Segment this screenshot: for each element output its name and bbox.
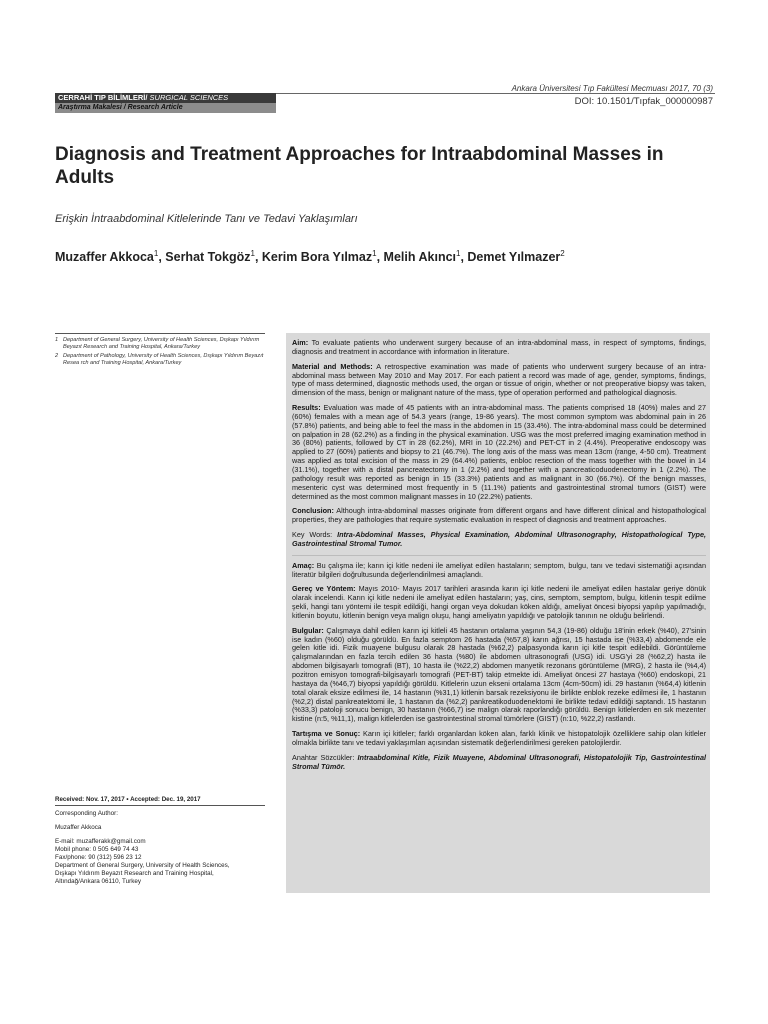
- corr-label: Corresponding Author:: [55, 810, 119, 817]
- author-affil-mark: 1: [372, 249, 377, 258]
- corr-email[interactable]: E-mail: muzafferakk@gmail.com: [55, 838, 146, 845]
- keywords-label: Anahtar Sözcükler:: [292, 752, 358, 762]
- abstract-text: A retrospective examination was made of patients who underwent surgery because of an intra-abdominal mass between May 2010 and May 2017. For each patient a record was made of age, gender, symptoms, findings, type of mass determined, diagnostic methods used, the organ or tissue of origin, whether or not preoperative biopsy was taken, dimension of the mass, benign or malignant nature of the mass, type of operation performed and pathological diagnosis.: [292, 361, 706, 398]
- author: Demet Yılmazer: [467, 250, 561, 265]
- corr-address: Dışkapı Yıldırım Beyazıt Research and Training Hospital,: [55, 870, 214, 877]
- author-affil-mark: 1: [250, 249, 255, 258]
- abstract-text: Mayıs 2010- Mayıs 2017 tarihleri arasında karın içi kitle nedeni ile ameliyat edilen hastalar geriye dönük olarak incelendi. Karın içi kitle nedeni ile ameliyat edilen hastaların; yaş, cins, semptom, semptom, bulgu, kitlenin tespit edilme şekli, hangi tanı yöntemi ile tespit edildiği, hangi organ veya dokudan köken aldığı, ameliyat öncesi biyopsi yapılıp yapılmadığı, kitlenin boyutu, kitlenin benign veya malign oluşu, hangi ameliyatın yapıldığı ve patolojik tanının ne olduğu belirlendi.: [292, 584, 706, 620]
- affiliation: [55, 353, 265, 367]
- ozet-amac: [292, 562, 706, 580]
- corr-address: Altındağ/Ankara 06110, Turkey: [55, 878, 141, 885]
- abstract-label: Tartışma ve Sonuç:: [292, 729, 361, 739]
- abstract-divider: [292, 555, 706, 556]
- author: Muzaffer Akkoca: [55, 250, 154, 265]
- abstract-text: Çalışmaya dahil edilen karın içi kitleli 45 hastanın ortalama yaşının 54,3 (19-86) olduğu 18'inin erkek (%40), 27'sinin ise kadın (%60) olduğu görüldü. En fazla semptom 26 hastada (%57,8) karın ağrısı, 15 hastada ise (%33,4) abdomende ele gelen kitle idi. Fizik muayene bulgusu olarak 28 hastada (%62,2) palpasyonda karın içi kitle tespit edilebildi. Görüntüleme çalışmalarından en fazla tercih edilen 36 hasta (%80) ile abdomen ultrasonografi (USG) idi. USG'yi 28 (%62,2) hasta ile abdomen bilgisayarlı tomografi (BT), 10 hasta ile (%22,2) abdomen manyetik rezonans görüntüleme (MRG), 2 hasta ile (%4,4) pozitron emisyon tomografi-bilgisayarlı tomografi (PET-BT) takip etmekte idi. Ameliyat öncesi 27 hastaya (%60) endoskopi, 21 hastaya da (%46,7) biyopsi yapıldığı görüldü. Kitlelerin uzun ekseni ortalama 13cm (4cm-50cm) idi. 29 hastanın (%64,4) kitlenin total olarak eksize edilmesi ile, 14 hastanın (%31,1) kitlenin barsak rezeksiyonu ile birlikte enblok rezeke edilmesi ile, 1 hastanın (%2,2) distal pankreatektomi ile, 1 hastanın da (%2,2) pankreatikoduodenektomi ile birlikte tedavi edildiği saptandı. 15 hastanın (%33,3) patoloji sonucu benign, 30 hastanın (%66,7) ise malign olarak raporlandığı görüldü. Benign kitlelerden en sık mezenter kistine (n:5, %11,1), malign kitlelerden ise gastrointestinal stromal tümörlere (GIST) (n:10, %22,2) rastlandı.: [292, 625, 706, 724]
- ozet-keywords: [292, 754, 706, 772]
- abstract-box: [286, 333, 710, 893]
- abstract-label: Material and Methods:: [292, 361, 373, 371]
- ozet-bulgular: [292, 627, 706, 724]
- affiliation-number: 1: [55, 337, 59, 343]
- abstract-text: To evaluate patients who underwent surgery because of an intra-abdominal mass, in respect of symptoms, findings, diagnosis and treatment in accordance with information in literature.: [292, 338, 706, 356]
- corr-mobile: Mobil phone: 0 505 649 74 43: [55, 846, 139, 853]
- abstract-conclusion: [292, 507, 706, 525]
- abstract-label: Bulgular:: [292, 625, 324, 635]
- author-list: [55, 249, 735, 264]
- journal-citation: Ankara Üniversitesi Tıp Fakültesi Mecmuası 2017, 70 (3): [511, 84, 713, 93]
- affiliation-number: 2: [55, 353, 59, 359]
- affiliation-text: Department of General Surgery, University of Health Sciences, Dışkapı Yıldırım Beyazıt Research and Training Hospital, Ankara/Turkey: [63, 337, 260, 350]
- corr-address: Department of General Surgery, University of Health Sciences,: [55, 862, 230, 869]
- doi: DOI: 10.1501/Tıpfak_000000987: [574, 96, 713, 107]
- keywords-text: Intra-Abdominal Masses, Physical Examination, Abdominal Ultrasonography, Histopathological Type, Gastrointestinal Stromal Tumor.: [292, 530, 706, 548]
- abstract-label: Aim:: [292, 338, 309, 347]
- ozet-yontem: [292, 585, 706, 620]
- abstract-text: Karın içi kitleler; farklı organlardan köken alan, farklı klinik ve histopatolojik özelliklere sahip olan kitleler olmakla birlikte tanı ve tedavi yaklaşımları açısından sistematik değerlendirilmesi gereken patolojilerdir.: [292, 729, 706, 747]
- corr-fax: Fax/phone: 90 (312) 596 23 12: [55, 854, 142, 861]
- author-affil-mark: 1: [456, 249, 461, 258]
- abstract-text: Evaluation was made of 45 patients with an intra-abdominal mass. The patients comprised 18 (40%) males and 27 (60%) females with a mean age of 54.3 years (range, 19-86 years). The most common symptom was abdominal pain in 26 (57.8%) patients, and being able to feel the mass in the abdomen in 15 (33.4%). The intra-abdominal mass could be determined on palpation in 28 (62.2%) as a finding in the physical examination. USG was the most preferred imaging examination method in 36 (80%) patients, followed by CT in 28 (62.2%), MRI in 10 (22.2%) and PET-CT in 2 (4.4%). Preoperative endoscopy was applied to 27 (60%) patients and biopsy to 21 (46.7%). The long axis of the mass was mean 13cm (range, 4-50 cm). Treatment was applied as total excision of the mass in 29 (64.4%) patients, enbloc resection of the mass together with the bowel in 14 (31.1%), together with a distal pancreatectomy in 1 (2.2%) and together with a pancreaticoduodenectomy in 1 (2.2%). The pathology result was reported as benign in 15 (33.3%) patients and as malignant in 30 (66.7%). Of the benign masses, mesenteric cyst was determined most frequently in 5 (11.1%) patients and gastrointestinal stromal tumors (GIST) were determined as the most common malignant masses in 10 (22.2%) patients.: [292, 403, 706, 501]
- author-separator: ,: [158, 250, 166, 265]
- author-affil-mark: 1: [153, 249, 159, 258]
- section-label-en: SURGICAL SCIENCES: [147, 93, 229, 102]
- abstract-label: Results:: [292, 403, 321, 413]
- abstract-results: [292, 404, 706, 501]
- affiliations: [55, 333, 265, 369]
- paper-subtitle: Erişkin İntraabdominal Kitlelerinde Tanı ve Tedavi Yaklaşımları: [55, 213, 358, 225]
- author: Kerim Bora Yılmaz: [261, 250, 373, 265]
- keywords-text: Intraabdominal Kitle, Fizik Muayene, Abdominal Ultrasonografi, Histopatolojik Tip, Gastrointestinal Stromal Tümör.: [292, 752, 706, 771]
- abstract-text: Although intra-abdominal masses originate from different organs and have different clinical and histopathological properties, they are pathologies that require systematic evaluation in respect of diagnosis and treatment approaches.: [292, 506, 706, 525]
- abstract-label: Conclusion:: [292, 506, 334, 516]
- author-separator: ,: [376, 250, 384, 265]
- abstract-aim: [292, 339, 706, 357]
- author: Serhat Tokgöz: [165, 250, 251, 265]
- article-type: Araştırma Makalesi / Research Article: [55, 103, 276, 113]
- abstract-keywords: [292, 531, 706, 549]
- ozet-sonuc: [292, 730, 706, 748]
- affiliation: [55, 337, 265, 351]
- abstract-text: Bu çalışma ile; karın içi kitle nedeni ile ameliyat edilen hastaların; semptom, bulgu, tanı ve tedavi sistematiği açısından literatür bilgileri doğrultusunda değerlendirilmesi amaçlandı.: [292, 560, 706, 579]
- corr-name: Muzaffer Akkoca: [55, 824, 102, 831]
- paper-title: Diagnosis and Treatment Approaches for Intraabdominal Masses in Adults: [55, 144, 664, 188]
- section-label: CERRAHİ TIP BİLİMLERİ/: [58, 93, 148, 102]
- abstract-label: Amaç:: [292, 560, 315, 570]
- abstract-label: Gereç ve Yöntem:: [292, 584, 356, 594]
- received-dates: Received: Nov. 17, 2017 • Accepted: Dec. 19, 2017: [55, 796, 265, 806]
- section-banner: [55, 93, 276, 103]
- author-affil-mark: 2: [560, 249, 565, 258]
- author-separator: ,: [460, 250, 468, 265]
- corresponding-author: [55, 810, 265, 886]
- abstract-methods: [292, 363, 706, 398]
- keywords-label: Key Words:: [292, 530, 338, 540]
- affiliation-text: Department of Pathology, University of Health Sciences, Dışkapı Yıldırım Beyazıt Resea rch and Training Hospital, Ankara/Turkey: [63, 353, 264, 366]
- author: Melih Akıncı: [383, 250, 456, 265]
- author-separator: ,: [254, 250, 262, 265]
